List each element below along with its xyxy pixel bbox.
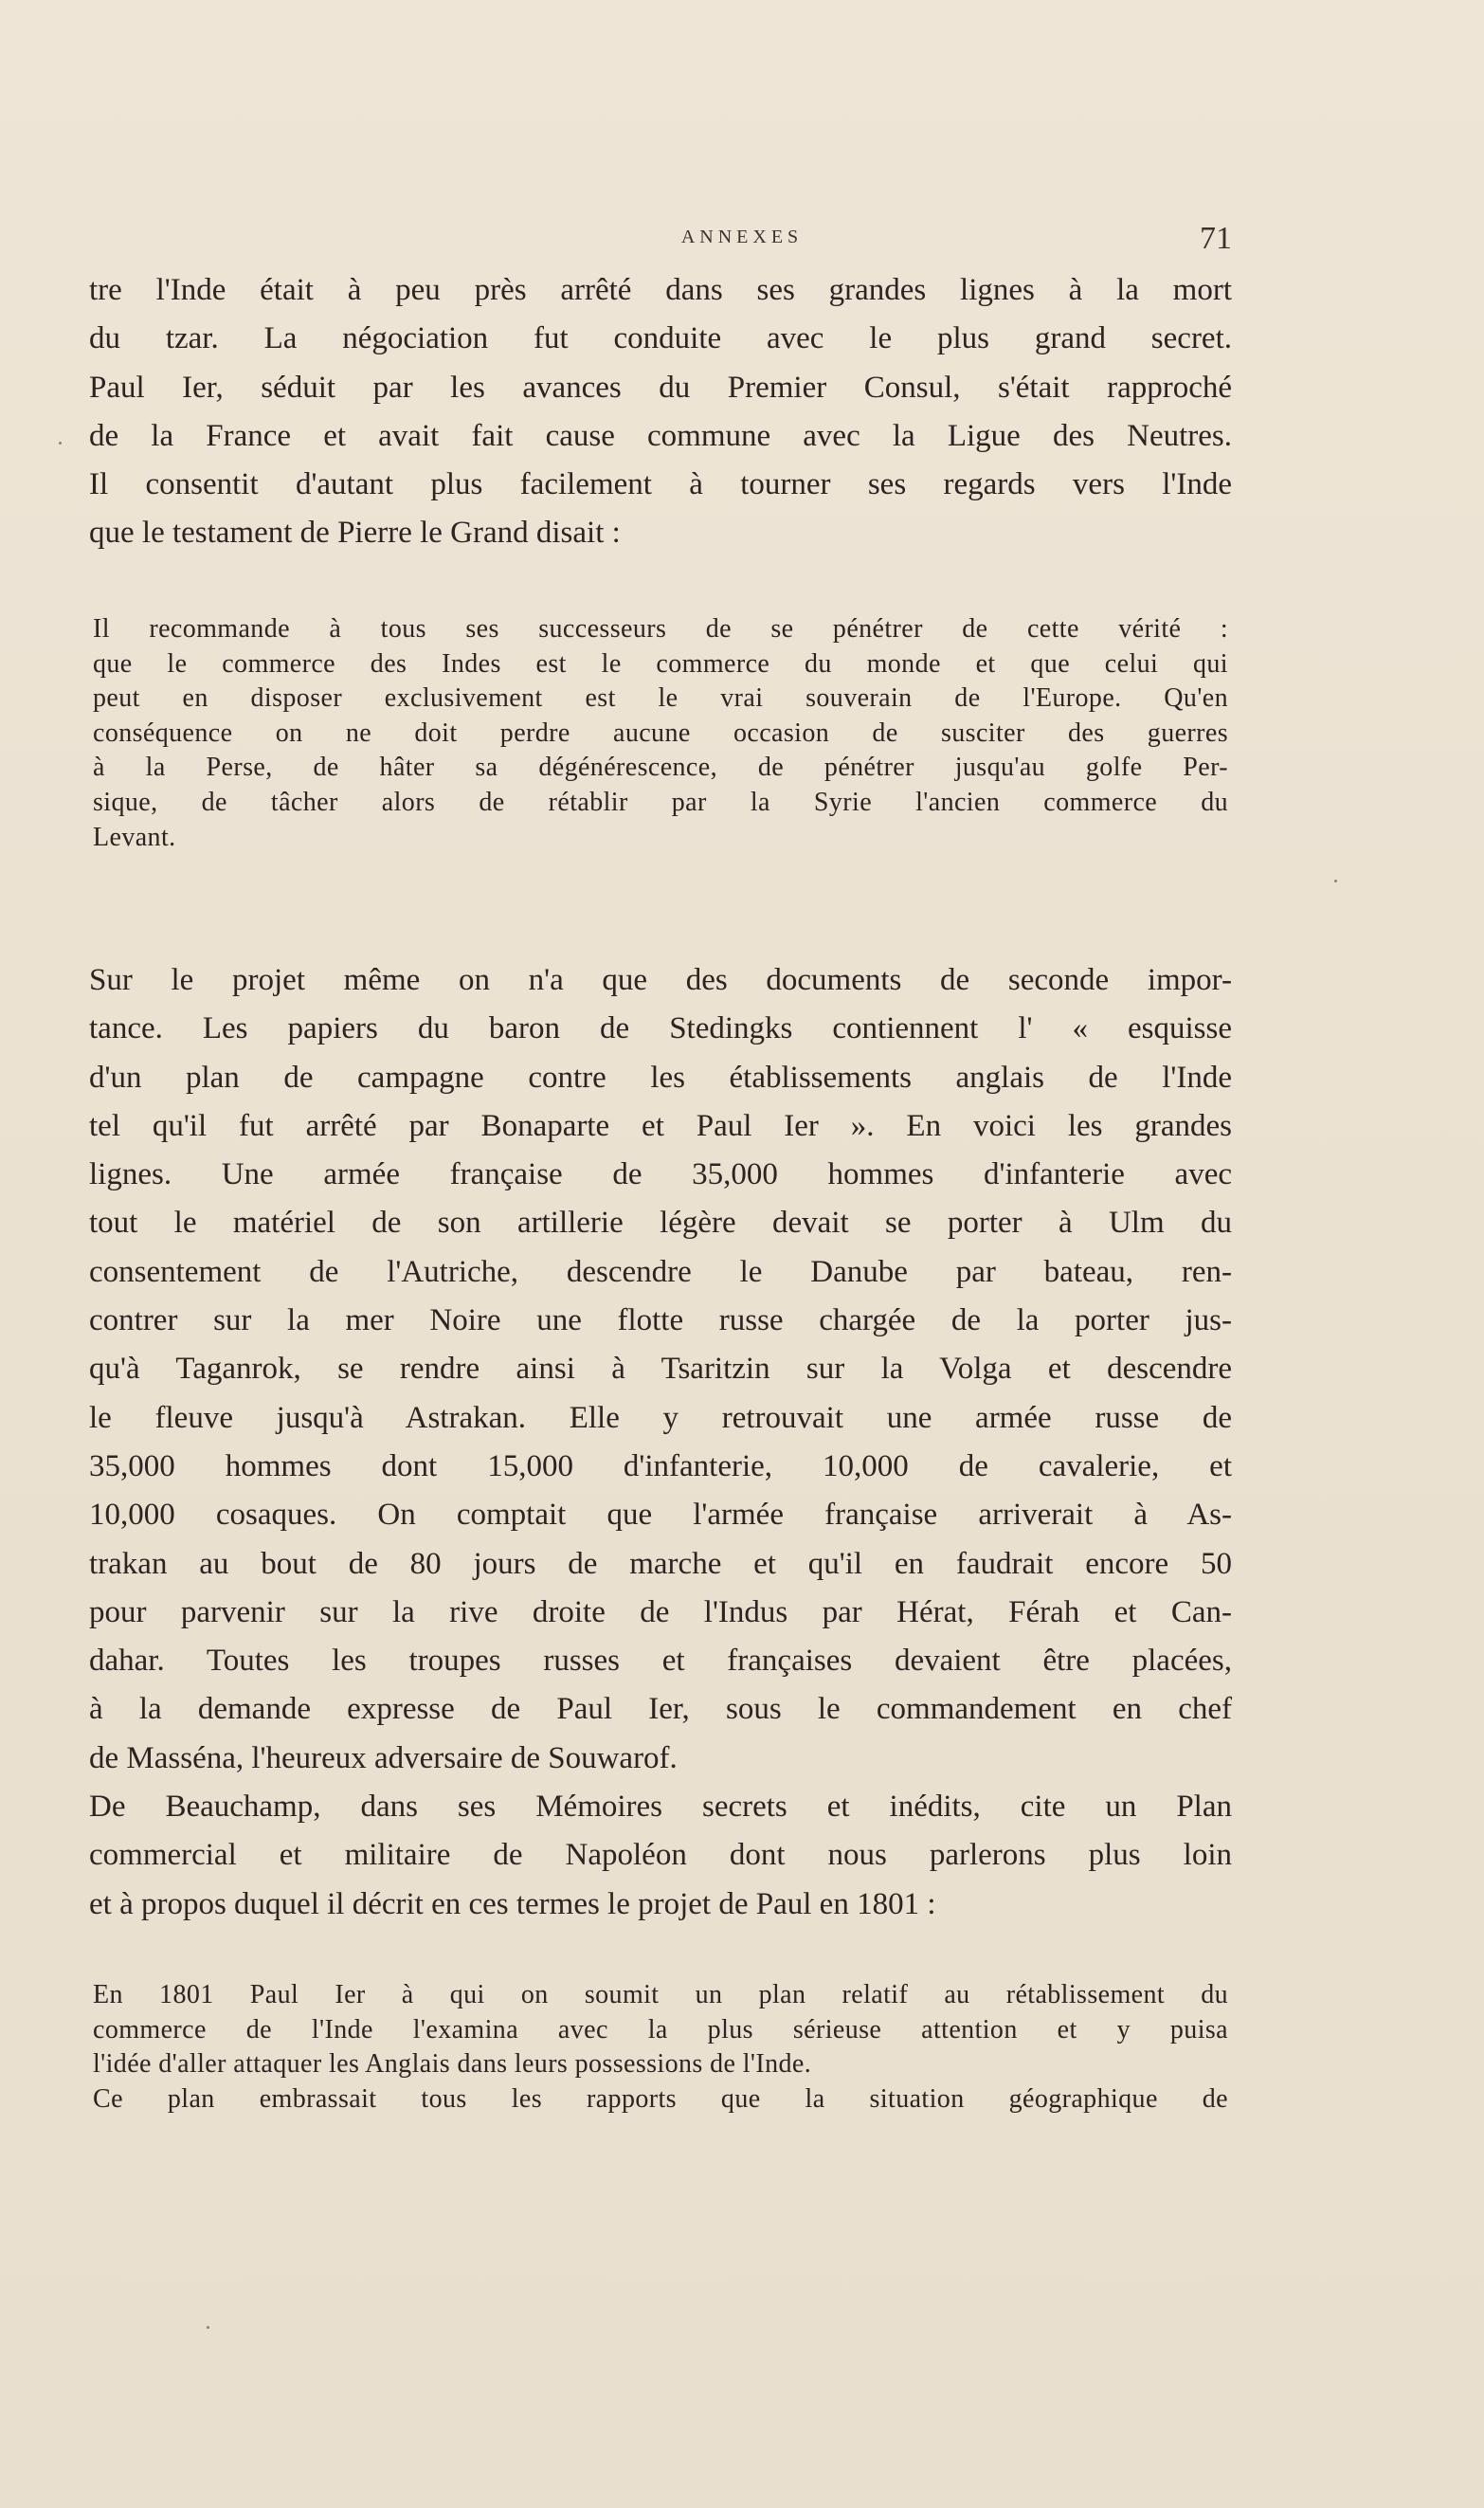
quotation-testament	[93, 612, 1228, 855]
text-line: de la France et avait fait cause commune avec la Ligue des Neutres.	[89, 418, 1232, 453]
text-line: peut en disposer exclusivement est le vrai souverain de l'Europe. Qu'en	[93, 683, 1228, 714]
text-line: à la Perse, de hâter sa dégénérescence, de pénétrer jusqu'au golfe Per-	[93, 753, 1228, 783]
paragraph-2	[89, 956, 1232, 1783]
text-line: que le testament de Pierre le Grand disait :	[89, 516, 621, 551]
paper-speck	[59, 442, 62, 445]
page-number: 71	[1200, 221, 1232, 256]
text-line: consentement de l'Autriche, descendre le Danube par bateau, ren-	[89, 1254, 1232, 1289]
text-line: qu'à Taganrok, se rendre ainsi à Tsaritzin sur la Volga et descendre	[89, 1352, 1232, 1387]
text-line: trakan au bout de 80 jours de marche et qu'il en faudrait encore 50	[89, 1546, 1232, 1581]
text-line: De Beauchamp, dans ses Mémoires secrets et inédits, cite un Plan	[89, 1790, 1232, 1824]
text-line: Il consentit d'autant plus facilement à tourner ses regards vers l'Inde	[89, 467, 1232, 502]
text-line: et à propos duquel il décrit en ces termes le projet de Paul en 1801 :	[89, 1886, 936, 1921]
text-line: d'un plan de campagne contre les établissements anglais de l'Inde	[89, 1060, 1232, 1095]
running-head	[0, 221, 1484, 259]
text-line: tance. Les papiers du baron de Stedingks contiennent l' « esquisse	[89, 1011, 1232, 1046]
text-line: conséquence on ne doit perdre aucune occasion de susciter des guerres	[93, 718, 1228, 748]
text-line: Il recommande à tous ses successeurs de se pénétrer de cette vérité :	[93, 614, 1228, 644]
paragraph-1	[89, 266, 1232, 558]
quotation-beauchamp	[93, 1978, 1228, 2117]
text-line: Levant.	[93, 822, 176, 852]
text-line: lignes. Une armée française de 35,000 hommes d'infanterie avec	[89, 1157, 1232, 1192]
text-line: sique, de tâcher alors de rétablir par la Syrie l'ancien commerce du	[93, 787, 1228, 817]
running-title: ANNEXES	[680, 227, 804, 247]
text-line: En 1801 Paul Ier à qui on soumit un plan relatif au rétablissement du	[93, 1980, 1228, 2009]
text-line: tel qu'il fut arrêté par Bonaparte et Paul Ier ». En voici les grandes	[89, 1108, 1232, 1143]
text-line: l'idée d'aller attaquer les Anglais dans leurs possessions de l'Inde.	[93, 2049, 812, 2080]
text-line: Paul Ier, séduit par les avances du Premier Consul, s'était rapproché	[89, 370, 1232, 405]
text-line: du tzar. La négociation fut conduite avec le plus grand secret.	[89, 321, 1232, 356]
text-line: dahar. Toutes les troupes russes et françaises devaient être placées,	[89, 1644, 1232, 1679]
paper-speck	[207, 2326, 209, 2329]
text-line: le fleuve jusqu'à Astrakan. Elle y retrouvait une armée russe de	[89, 1400, 1232, 1435]
paragraph-3	[89, 1783, 1232, 1929]
text-line: Ce plan embrassait tous les rapports que la situation géographique de	[93, 2083, 1228, 2114]
text-line: tout le matériel de son artillerie légère devait se porter à Ulm du	[89, 1206, 1232, 1241]
text-line: contrer sur la mer Noire une flotte russe chargée de la porter jus-	[89, 1303, 1232, 1338]
text-line: 10,000 cosaques. On comptait que l'armée française arriverait à As-	[89, 1498, 1232, 1533]
text-line: Sur le projet même on n'a que des documents de seconde impor-	[89, 963, 1232, 997]
text-line: pour parvenir sur la rive droite de l'Indus par Hérat, Férah et Can-	[89, 1594, 1232, 1629]
text-line: 35,000 hommes dont 15,000 d'infanterie, 10,000 de cavalerie, et	[89, 1448, 1232, 1483]
text-line: que le commerce des Indes est le commerce du monde et que celui qui	[93, 648, 1228, 679]
text-line: commercial et militaire de Napoléon dont nous parlerons plus loin	[89, 1838, 1232, 1873]
text-line: de Masséna, l'heureux adversaire de Souwarof.	[89, 1740, 678, 1775]
paper-speck	[1334, 880, 1337, 882]
text-line: à la demande expresse de Paul Ier, sous le commandement en chef	[89, 1692, 1232, 1727]
text-line: commerce de l'Inde l'examina avec la plus sérieuse attention et y puisa	[93, 2014, 1228, 2045]
text-line: tre l'Inde était à peu près arrêté dans ses grandes lignes à la mort	[89, 273, 1232, 307]
